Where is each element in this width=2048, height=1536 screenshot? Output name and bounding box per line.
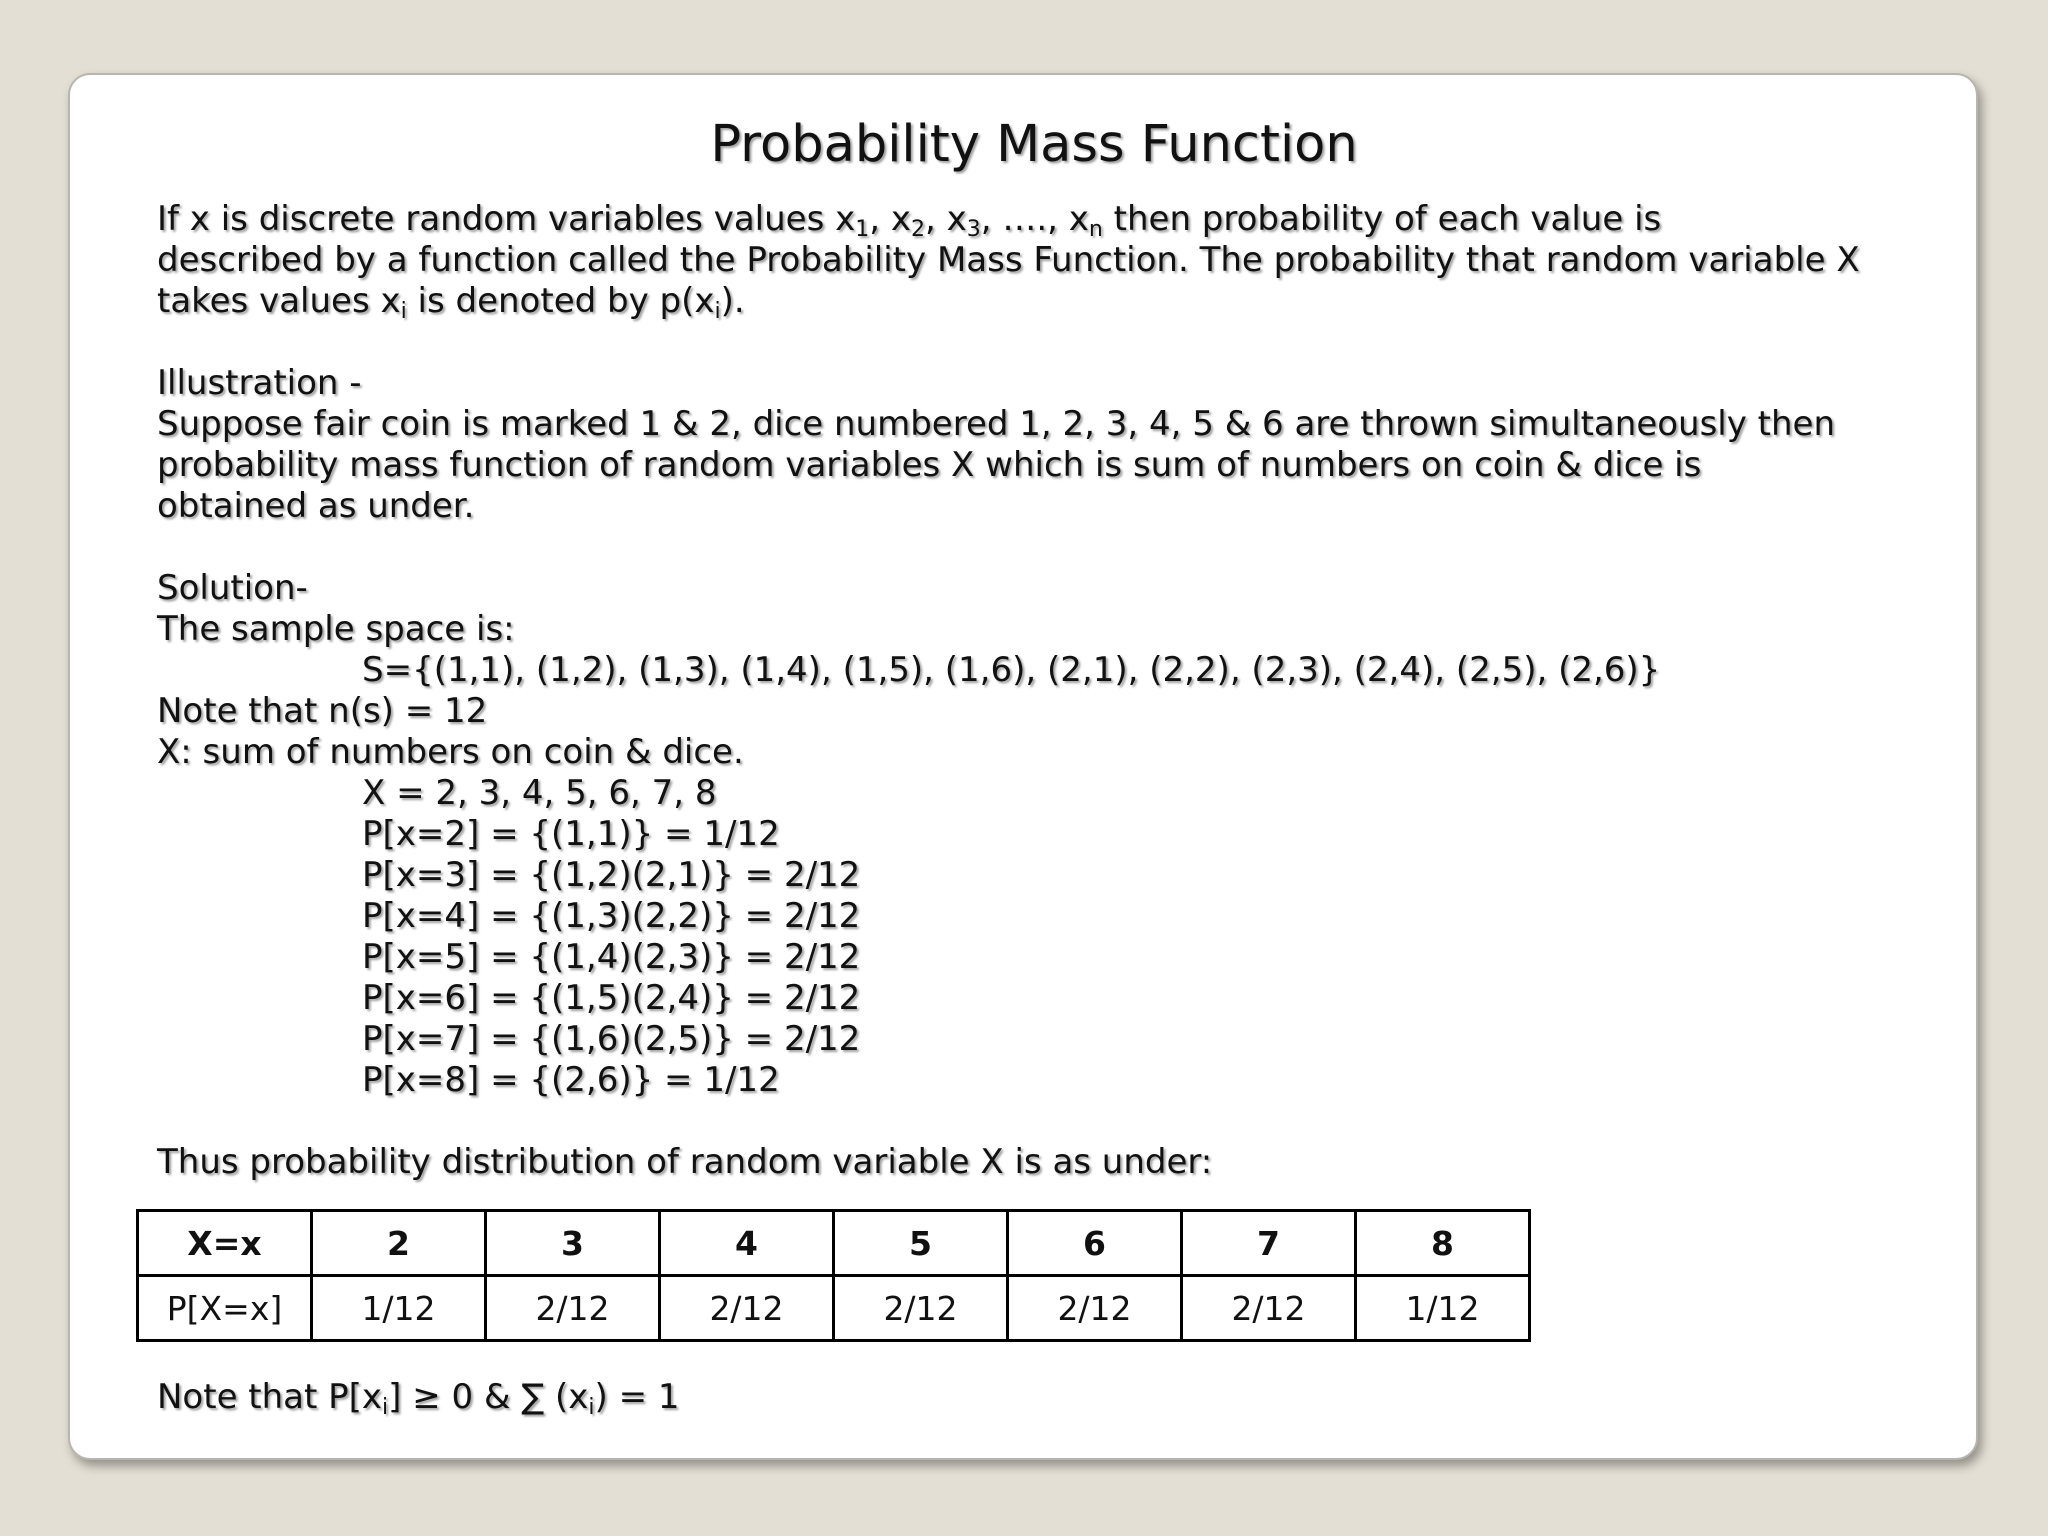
table-header-row (138, 1211, 1530, 1276)
intro-text: , …., x (980, 199, 1089, 239)
table-cell: 4 (660, 1211, 834, 1276)
table-cell: X=x (138, 1211, 312, 1276)
subscript: n (1088, 217, 1103, 242)
table-cell: 6 (1008, 1211, 1182, 1276)
sample-space: S={(1,1), (1,2), (1,3), (1,4), (1,5), (1,6), (2,1), (2,2), (2,3), (2,4), (2,5), (2,6)} (362, 650, 1661, 690)
prob-line: P[x=6] = {(1,5)(2,4)} = 2/12 (362, 978, 861, 1018)
table-cell: 1/12 (312, 1276, 486, 1341)
prob-line: P[x=3] = {(1,2)(2,1)} = 2/12 (362, 855, 861, 895)
subscript: 2 (910, 217, 925, 242)
table-cell: P[X=x] (138, 1276, 312, 1341)
table-cell: 2 (312, 1211, 486, 1276)
page-title: Probability Mass Function (710, 115, 1358, 174)
table-cell: 1/12 (1356, 1276, 1530, 1341)
table-cell: 8 (1356, 1211, 1530, 1276)
note-text: ] ≥ 0 & ∑ (x (388, 1377, 589, 1417)
table-cell: 7 (1182, 1211, 1356, 1276)
intro-text: , x (924, 199, 967, 239)
intro-text: If x is discrete random variables values x (157, 199, 856, 239)
prob-line: P[x=4] = {(1,3)(2,2)} = 2/12 (362, 896, 861, 936)
x-values: X = 2, 3, 4, 5, 6, 7, 8 (362, 773, 717, 813)
intro-text: is denoted by p(x (406, 281, 715, 321)
note-text: Note that P[x (157, 1377, 383, 1417)
table-row (138, 1276, 1530, 1341)
intro-line-2: described by a function called the Probability Mass Function. The probability that random variable X (157, 240, 1860, 280)
solution-heading: Solution- (157, 568, 308, 608)
table-cell: 3 (486, 1211, 660, 1276)
prob-line: P[x=2] = {(1,1)} = 1/12 (362, 814, 780, 854)
intro-text: , x (869, 199, 911, 239)
thus-line: Thus probability distribution of random variable X is as under: (157, 1142, 1213, 1182)
sample-space-label: The sample space is: (157, 609, 515, 649)
intro-line-3 (157, 281, 745, 322)
distribution-table (136, 1209, 1531, 1342)
intro-text: takes values x (157, 281, 401, 321)
ns-note: Note that n(s) = 12 (157, 691, 488, 731)
illustration-heading: Illustration - (157, 363, 362, 403)
subscript: i (382, 1395, 389, 1420)
final-note (157, 1377, 680, 1418)
illustration-line-3: obtained as under. (157, 486, 475, 526)
x-definition: X: sum of numbers on coin & dice. (157, 732, 744, 772)
illustration-line-1: Suppose fair coin is marked 1 & 2, dice numbered 1, 2, 3, 4, 5 & 6 are thrown simultaneously then (157, 404, 1836, 444)
prob-line: P[x=5] = {(1,4)(2,3)} = 2/12 (362, 937, 861, 977)
table-cell: 2/12 (486, 1276, 660, 1341)
intro-text: then probability of each value is (1102, 199, 1662, 239)
table-cell: 2/12 (1182, 1276, 1356, 1341)
intro-text: ). (720, 281, 745, 321)
subscript: i (588, 1395, 595, 1420)
prob-line: P[x=8] = {(2,6)} = 1/12 (362, 1060, 780, 1100)
intro-line-1 (157, 199, 1661, 240)
table-cell: 2/12 (834, 1276, 1008, 1341)
subscript: i (714, 299, 721, 324)
note-text: ) = 1 (594, 1377, 680, 1417)
subscript: 3 (966, 217, 981, 242)
subscript: 1 (855, 217, 870, 242)
subscript: i (400, 299, 407, 324)
table-cell: 2/12 (660, 1276, 834, 1341)
table-cell: 2/12 (1008, 1276, 1182, 1341)
table-cell: 5 (834, 1211, 1008, 1276)
prob-line: P[x=7] = {(1,6)(2,5)} = 2/12 (362, 1019, 861, 1059)
illustration-line-2: probability mass function of random variables X which is sum of numbers on coin & dice is (157, 445, 1702, 485)
